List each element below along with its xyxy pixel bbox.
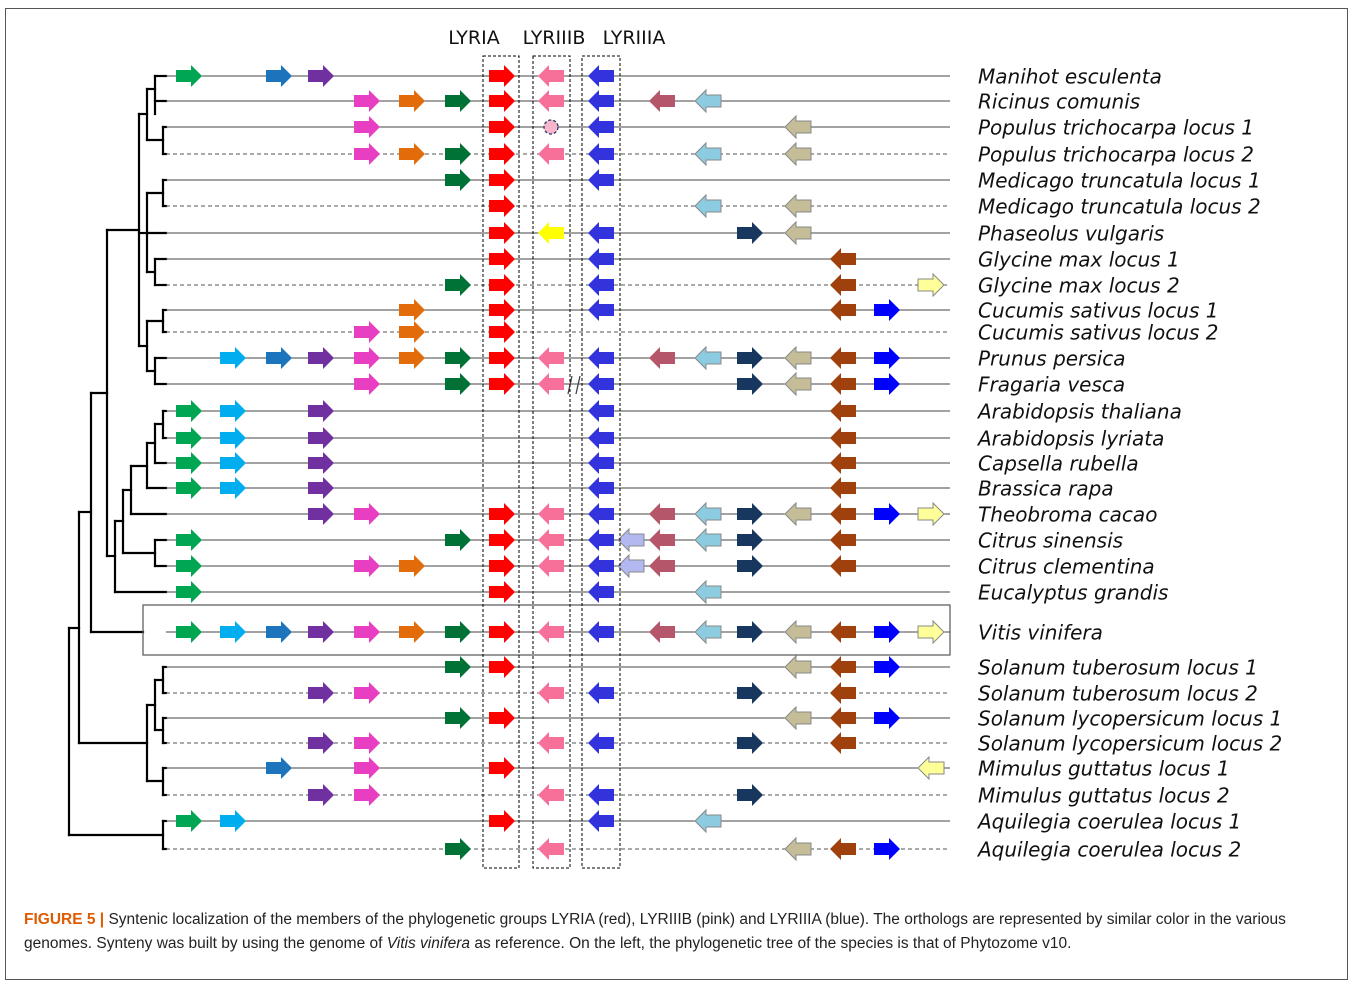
gene-arrow [874, 838, 900, 860]
gene-arrow [830, 347, 856, 369]
species-label: Medicago truncatula locus 2 [978, 194, 1261, 219]
species-label: Medicago truncatula locus 1 [978, 168, 1261, 193]
gene-arrow [266, 65, 292, 87]
gene-arrow [489, 621, 515, 643]
gene-arrow [588, 274, 614, 296]
caption-label: FIGURE 5 | [24, 911, 105, 928]
gene-arrow [695, 529, 721, 551]
group-headers [448, 27, 665, 49]
species-label: Eucalyptus grandis [978, 580, 1169, 605]
gene-arrow [737, 347, 763, 369]
group-header: LYRIIIB [522, 27, 586, 49]
gene-arrow [354, 621, 380, 643]
gene-arrow [445, 90, 471, 112]
gene-arrow [737, 222, 763, 244]
gene-arrow [308, 452, 334, 474]
gene-arrow [308, 400, 334, 422]
gene-arrow [588, 452, 614, 474]
species-label: Mimulus guttatus locus 2 [978, 783, 1230, 808]
gene-arrow [588, 529, 614, 551]
gene-arrow [489, 581, 515, 603]
species-label: Theobroma cacao [978, 502, 1158, 527]
gene-arrow [445, 656, 471, 678]
gene-arrow [874, 373, 900, 395]
gene-arrow [588, 503, 614, 525]
species-track [166, 65, 950, 87]
gene-arrow [874, 503, 900, 525]
pseudogene-marker [544, 120, 558, 134]
species-label: Capsella rubella [978, 451, 1139, 476]
gene-arrow [737, 555, 763, 577]
gene-arrow [176, 810, 202, 832]
gene-arrow [354, 321, 380, 343]
gene-arrow [830, 274, 856, 296]
gene-arrow [830, 682, 856, 704]
species-label: Fragaria vesca [978, 372, 1126, 397]
gene-arrow [588, 400, 614, 422]
gene-arrow [354, 143, 380, 165]
gene-arrow [538, 784, 564, 806]
gene-arrow [737, 529, 763, 551]
gene-arrow [176, 621, 202, 643]
gene-arrow [399, 621, 425, 643]
gene-arrow [785, 143, 811, 165]
species-track [166, 477, 950, 499]
gene-arrow [874, 656, 900, 678]
gene-arrow [588, 143, 614, 165]
gene-arrow [588, 222, 614, 244]
gene-arrow [399, 299, 425, 321]
gene-arrow [220, 810, 246, 832]
gene-arrow [308, 682, 334, 704]
gene-arrow [538, 143, 564, 165]
species-label: Solanum tuberosum locus 2 [978, 681, 1258, 706]
gene-arrow [354, 90, 380, 112]
species-track [166, 529, 950, 551]
gene-arrow [176, 555, 202, 577]
gene-arrow [695, 143, 721, 165]
species-label: Solanum tuberosum locus 1 [978, 655, 1258, 680]
gene-arrow [588, 373, 614, 395]
species-track [166, 732, 950, 754]
gene-arrow [695, 347, 721, 369]
gene-arrow [399, 347, 425, 369]
gene-arrow [874, 347, 900, 369]
gene-arrow [588, 810, 614, 832]
gene-arrow [445, 274, 471, 296]
gene-arrow [538, 90, 564, 112]
gene-arrow [354, 732, 380, 754]
gene-arrow [830, 621, 856, 643]
species-track [166, 321, 950, 343]
figure-caption [24, 908, 1329, 956]
gene-arrow [785, 116, 811, 138]
species-label: Populus trichocarpa locus 1 [978, 115, 1254, 140]
gene-arrow [874, 707, 900, 729]
gene-arrow [266, 347, 292, 369]
gene-arrow [830, 477, 856, 499]
gene-arrow [489, 707, 515, 729]
species-label: Citrus sinensis [978, 528, 1124, 553]
gene-arrow [176, 529, 202, 551]
gene-arrow [538, 65, 564, 87]
gene-arrow [399, 555, 425, 577]
gene-arrow [588, 477, 614, 499]
gene-arrow [785, 195, 811, 217]
gene-arrow [354, 555, 380, 577]
species-label: Brassica rapa [978, 476, 1114, 501]
gene-arrow [308, 347, 334, 369]
gene-arrow [489, 373, 515, 395]
gene-arrow [695, 810, 721, 832]
gene-arrow [220, 427, 246, 449]
species-label: Vitis vinifera [978, 620, 1103, 645]
gene-arrow [354, 373, 380, 395]
caption-species: Vitis vinifera [386, 935, 471, 952]
gene-arrow [220, 452, 246, 474]
gene-arrow [399, 321, 425, 343]
gene-arrow [588, 65, 614, 87]
species-track [166, 347, 950, 369]
gene-arrow [489, 65, 515, 87]
gene-arrow [538, 555, 564, 577]
gene-arrow [489, 222, 515, 244]
gene-arrow [830, 732, 856, 754]
gene-arrow [785, 347, 811, 369]
gene-arrow [445, 373, 471, 395]
gene-arrow [399, 90, 425, 112]
gene-arrow [830, 373, 856, 395]
species-label: Cucumis sativus locus 1 [978, 298, 1219, 323]
gene-arrow [489, 503, 515, 525]
gene-arrow [695, 621, 721, 643]
gene-arrow [489, 248, 515, 270]
gene-arrow [785, 621, 811, 643]
gene-arrow [538, 373, 564, 395]
gene-arrow [489, 274, 515, 296]
species-track [166, 116, 950, 138]
gene-arrow [445, 347, 471, 369]
gene-arrow [588, 347, 614, 369]
gene-arrow [445, 838, 471, 860]
species-label: Mimulus guttatus locus 1 [978, 756, 1230, 781]
species-track [166, 707, 950, 729]
gene-arrow [618, 555, 644, 577]
species-label: Populus trichocarpa locus 2 [978, 142, 1254, 167]
gene-arrow [649, 555, 675, 577]
gene-arrow [918, 503, 944, 525]
species-track [166, 757, 950, 779]
gene-arrow [538, 222, 564, 244]
gene-arrow [489, 299, 515, 321]
species-label: Phaseolus vulgaris [978, 221, 1165, 246]
gene-arrow [830, 452, 856, 474]
gene-arrow [445, 707, 471, 729]
gene-arrow [588, 732, 614, 754]
species-labels [976, 65, 1282, 862]
gene-arrow [737, 732, 763, 754]
species-label: Ricinus comunis [978, 89, 1141, 114]
gene-arrow [445, 621, 471, 643]
gene-arrow [588, 621, 614, 643]
gene-arrow [308, 503, 334, 525]
gene-arrow [445, 143, 471, 165]
gene-arrow [308, 621, 334, 643]
gene-arrow [489, 810, 515, 832]
species-track [166, 784, 950, 806]
species-label: Manihot esculenta [978, 64, 1162, 89]
synteny-tracks [166, 65, 950, 860]
gene-arrow [695, 195, 721, 217]
species-track [166, 373, 950, 395]
group-header: LYRIIIA [602, 27, 666, 49]
gene-arrow [308, 732, 334, 754]
gene-arrow [785, 707, 811, 729]
gene-arrow [785, 503, 811, 525]
gene-arrow [354, 682, 380, 704]
gene-arrow [649, 347, 675, 369]
gene-arrow [538, 529, 564, 551]
gene-arrow [538, 347, 564, 369]
species-track [166, 810, 950, 832]
gene-arrow [220, 347, 246, 369]
gene-arrow [918, 621, 944, 643]
species-track [166, 555, 950, 577]
gene-arrow [176, 452, 202, 474]
gene-arrow [308, 65, 334, 87]
group-header: LYRIA [448, 27, 500, 49]
species-track [166, 581, 950, 603]
gene-arrow [785, 838, 811, 860]
gene-arrow [588, 581, 614, 603]
gene-arrow [695, 503, 721, 525]
gene-arrow [649, 503, 675, 525]
species-label: Arabidopsis lyriata [978, 426, 1165, 451]
species-track [166, 621, 950, 643]
gene-arrow [830, 299, 856, 321]
species-track [166, 427, 950, 449]
gene-arrow [649, 529, 675, 551]
species-track [166, 195, 950, 217]
gene-arrow [830, 707, 856, 729]
gene-arrow [874, 621, 900, 643]
gene-arrow [588, 299, 614, 321]
gene-arrow [445, 529, 471, 551]
gene-arrow [489, 757, 515, 779]
species-label: Glycine max locus 1 [978, 247, 1180, 272]
gene-arrow [785, 656, 811, 678]
gene-arrow [538, 621, 564, 643]
gene-arrow [695, 581, 721, 603]
gene-arrow [830, 248, 856, 270]
species-label: Glycine max locus 2 [978, 273, 1180, 298]
gene-arrow [354, 503, 380, 525]
gene-arrow [737, 621, 763, 643]
gene-arrow [489, 90, 515, 112]
gene-arrow [308, 427, 334, 449]
gene-arrow [588, 784, 614, 806]
gene-arrow [489, 347, 515, 369]
species-track [166, 400, 950, 422]
species-track [166, 248, 950, 270]
gene-arrow [266, 757, 292, 779]
gene-arrow [785, 373, 811, 395]
gene-arrow [489, 555, 515, 577]
species-label: Citrus clementina [978, 554, 1155, 579]
caption-text-1: Syntenic localization of the members of the phylogenetic groups LYRIA (red), LYRIIIB (pink) and LYRIIIA (blue). The orthologs are represented by similar color in the various genomes. Synteny was built by using the genome of [24, 911, 1286, 952]
gene-arrow [399, 143, 425, 165]
gene-arrow [354, 347, 380, 369]
gene-arrow [588, 169, 614, 191]
gene-arrow [588, 682, 614, 704]
gene-arrow [220, 400, 246, 422]
gene-arrow [489, 116, 515, 138]
gene-arrow [830, 656, 856, 678]
gene-arrow [176, 427, 202, 449]
gene-arrow [618, 529, 644, 551]
gene-arrow [649, 621, 675, 643]
species-label: Solanum lycopersicum locus 2 [978, 731, 1283, 756]
gene-arrow [649, 90, 675, 112]
gene-arrow [588, 90, 614, 112]
gene-arrow [737, 373, 763, 395]
gene-arrow [220, 621, 246, 643]
gene-arrow [489, 195, 515, 217]
species-track [166, 299, 950, 321]
gene-arrow [830, 427, 856, 449]
species-label: Aquilegia coerulea locus 1 [978, 809, 1242, 834]
phylogenetic-tree [69, 76, 166, 849]
gene-arrow [308, 784, 334, 806]
gene-arrow [918, 757, 944, 779]
gene-arrow [737, 784, 763, 806]
species-label: Arabidopsis thaliana [978, 399, 1182, 424]
gene-arrow [266, 621, 292, 643]
gene-arrow [489, 529, 515, 551]
species-track [166, 222, 950, 244]
gene-arrow [308, 477, 334, 499]
gene-arrow [830, 529, 856, 551]
gene-arrow [737, 682, 763, 704]
gene-arrow [176, 65, 202, 87]
gene-arrow [445, 169, 471, 191]
gene-arrow [176, 477, 202, 499]
species-track [166, 503, 950, 525]
gene-arrow [538, 838, 564, 860]
species-track [166, 656, 950, 678]
gene-arrow [176, 581, 202, 603]
gene-arrow [830, 555, 856, 577]
species-track [166, 90, 950, 112]
gene-arrow [538, 732, 564, 754]
caption-text-2: as reference. On the left, the phylogenetic tree of the species is that of Phytozome v10. [470, 935, 1072, 952]
gene-arrow [588, 555, 614, 577]
species-track [166, 274, 950, 296]
species-label: Prunus persica [978, 346, 1126, 371]
gene-arrow [354, 784, 380, 806]
gene-arrow [220, 477, 246, 499]
species-track [166, 838, 950, 860]
species-track [166, 452, 950, 474]
gene-arrow [538, 503, 564, 525]
gene-arrow [874, 299, 900, 321]
gene-arrow [785, 222, 811, 244]
species-track [166, 682, 950, 704]
gene-arrow [695, 90, 721, 112]
gene-arrow [538, 682, 564, 704]
species-label: Solanum lycopersicum locus 1 [978, 706, 1283, 731]
gene-arrow [176, 400, 202, 422]
species-label: Aquilegia coerulea locus 2 [978, 837, 1242, 862]
gene-arrow [354, 757, 380, 779]
gene-arrow [489, 321, 515, 343]
gene-arrow [354, 116, 380, 138]
species-track [166, 143, 950, 165]
gene-arrow [588, 116, 614, 138]
gene-arrow [489, 143, 515, 165]
gene-arrow [830, 400, 856, 422]
gene-arrow [588, 248, 614, 270]
gene-arrow [830, 503, 856, 525]
species-track [166, 169, 950, 191]
gene-arrow [737, 503, 763, 525]
gene-arrow [918, 274, 944, 296]
gene-arrow [588, 427, 614, 449]
break-mark [576, 376, 580, 394]
gene-arrow [489, 656, 515, 678]
species-label: Cucumis sativus locus 2 [978, 320, 1219, 345]
gene-arrow [489, 169, 515, 191]
gene-arrow [830, 838, 856, 860]
